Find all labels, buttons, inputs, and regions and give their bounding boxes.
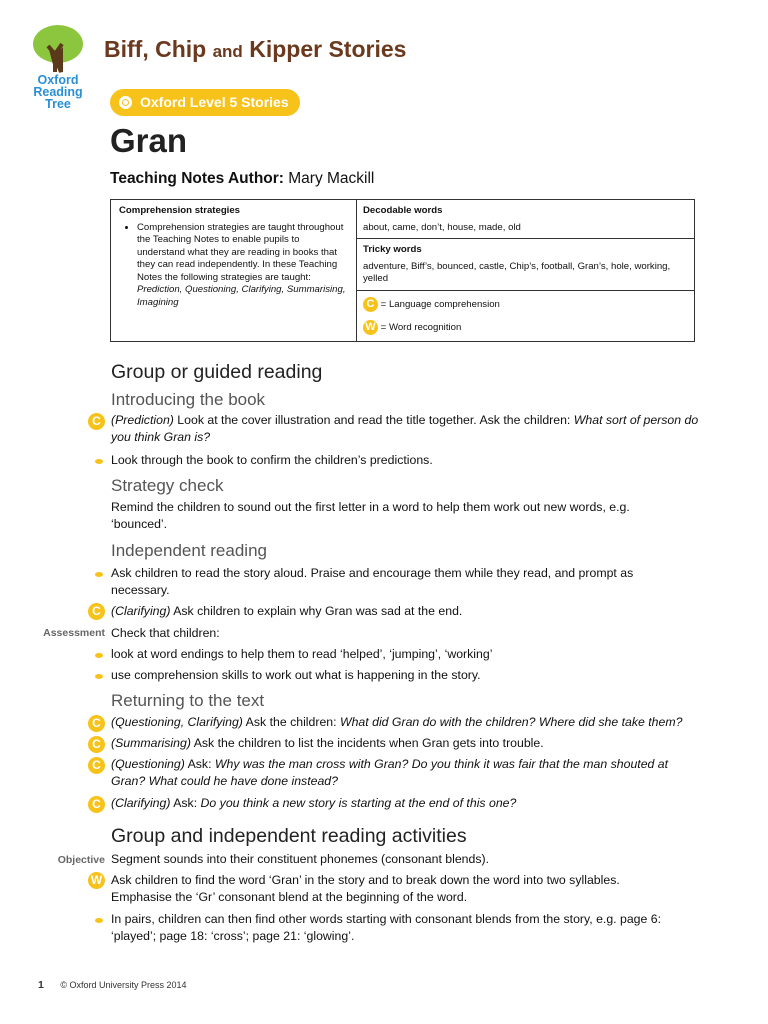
level-pill-label: Oxford Level 5 Stories [140,94,289,110]
decodable-panel [363,205,688,234]
key-word-recognition [363,320,461,335]
heading-introducing: Introducing the book [111,390,266,409]
copyright: © Oxford University Press 2014 [60,980,187,990]
comprehension-marker-icon: C [88,796,105,813]
ret-4-strategy: (Clarifying) [111,796,171,810]
return-item-3 [111,756,701,790]
ret-3-text: Ask: [187,757,212,771]
indep-2-strategy: (Clarifying) [111,604,171,618]
comprehension-marker-icon: C [88,757,105,774]
indep-item-2 [111,603,701,620]
assess-item-1: look at word endings to help them to read ‘helped’, ‘jumping’, ‘working’ [111,647,493,661]
decodable-heading: Decodable words [363,205,443,216]
return-item-2 [111,735,701,752]
ret-3-question: Why was the man cross with Gran? Do you think it was fair that the man shouted at Gran? What could he have done instead? [111,757,669,788]
bullet-dot-icon [95,674,103,679]
heading-group-guided: Group or guided reading [111,361,323,383]
ret-1-strategy: (Questioning, Clarifying) [111,715,243,729]
decodable-words: about, came, don’t, house, made, old [363,221,521,233]
bullet-dot-icon [95,918,103,923]
comprehension-marker-icon: C [88,715,105,732]
comprehension-badge-icon: C [363,297,378,312]
indep-item-1: Ask children to read the story aloud. Praise and encourage them while they read, and prompt as necessary. [111,566,634,597]
ret-1-text: Ask the children: [245,715,337,729]
page-title: Gran [110,122,188,159]
intro-1-strategy: (Prediction) [111,413,174,427]
comprehension-heading: Comprehension strategies [119,205,241,216]
return-item-4 [111,795,701,812]
logo-line-3: Tree [45,97,71,111]
assessment-text: Check that children: [111,626,220,640]
activity-item-2: In pairs, children can then find other words starting with consonant blends from the story, e.g. page 6: ‘played’; page 18: ‘cross’; page 21: ‘glowing’. [111,912,662,943]
logo-line-2: Reading [33,85,83,99]
series-part-1: Biff, Chip [104,36,207,62]
heading-activities: Group and independent reading activities [111,825,467,847]
info-box [110,199,695,342]
bullet-dot-icon [95,572,103,577]
activity-item-1: Ask children to find the word ‘Gran’ in the story and to break down the word into two syllables. Emphasise the ‘Gr’ consonant blend at the beginning of the word. [111,873,620,904]
comprehension-text: Comprehension strategies are taught throughout the Teaching Notes to enable pupils to understand what they are reading in books that they can read independently. In these Teaching Notes the following strategies are taught: [137,221,344,283]
objective-label: Objective [57,854,105,866]
ret-2-text: Ask the children to list the incidents when Gran gets into trouble. [193,736,544,750]
footer [38,979,187,991]
indep-2-text: Ask children to explain why Gran was sad at the end. [173,604,463,618]
return-item-1 [111,714,701,731]
ret-2-strategy: (Summarising) [111,736,191,750]
series-and: and [212,42,243,61]
series-title [104,36,406,63]
ret-1-question: What did Gran do with the children? Where did she take them? [339,715,683,729]
series-part-2: Kipper Stories [249,36,407,62]
ret-4-text: Ask: [173,796,198,810]
heading-returning: Returning to the text [111,691,265,710]
assess-item-2: use comprehension skills to work out what is happening in the story. [111,668,481,682]
tricky-panel [363,244,688,286]
strategy-text: Remind the children to sound out the first letter in a word to help them work out new words, e.g. ‘bounced’. [111,500,630,531]
intro-1-question: What sort of person do you think Gran is? [111,413,699,444]
intro-item-2: Look through the book to confirm the children’s predictions. [111,453,433,467]
key-w-text: = Word recognition [380,322,462,334]
comprehension-marker-icon: C [88,413,105,430]
heading-strategy-check: Strategy check [111,476,224,495]
word-recognition-badge-icon: W [363,320,378,335]
key-comprehension [363,297,500,312]
logo-line-1: Oxford [37,73,79,87]
comprehension-strategies: Prediction, Questioning, Clarifying, Summarising, Imagining [137,284,346,308]
bullet-dot-icon [95,459,103,464]
author-label: Teaching Notes Author: [110,170,284,187]
author-name: Mary Mackill [288,170,375,187]
comprehension-marker-icon: C [88,736,105,753]
word-recognition-marker-icon: W [88,872,105,889]
intro-item-1 [111,412,701,446]
bullet-dot-icon [95,653,103,658]
ret-4-question: Do you think a new story is starting at the end of this one? [200,796,517,810]
level-pill [110,89,300,116]
tree-logo-icon [28,24,88,74]
comprehension-panel [119,205,347,309]
ret-3-strategy: (Questioning) [111,757,185,771]
comprehension-marker-icon: C [88,603,105,620]
heading-independent: Independent reading [111,541,267,560]
key-c-text: = Language comprehension [380,299,500,311]
assessment-label: Assessment [43,627,105,639]
objective-text: Segment sounds into their constituent phonemes (consonant blends). [111,852,490,866]
author-line [110,170,374,188]
tricky-words: adventure, Biff’s, bounced, castle, Chip’s, football, Gran’s, hole, working, yelled [363,260,671,284]
level-icon [119,96,132,109]
page-number: 1 [38,979,44,991]
logo-text [26,74,90,110]
intro-1-text: Look at the cover illustration and read the title together. Ask the children: [177,413,571,427]
tricky-heading: Tricky words [363,244,422,255]
